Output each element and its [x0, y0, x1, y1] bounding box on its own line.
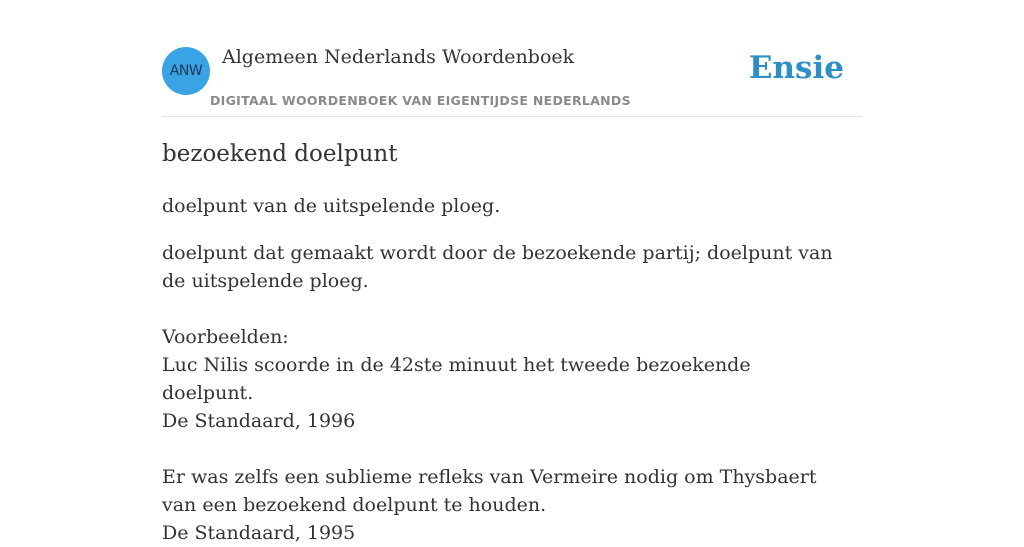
anw-logo[interactable] — [162, 47, 210, 95]
example-source: De Standaard, 1996 — [162, 410, 356, 432]
site-title[interactable]: Algemeen Nederlands Woordenboek — [222, 46, 575, 68]
spacer — [162, 295, 842, 323]
logo-text: ANW — [169, 63, 203, 79]
example-quote: Luc Nilis scoorde in de 42ste minuut het tweede bezoekende doelpunt. — [162, 354, 751, 404]
site-subtitle: DIGITAAL WOORDENBOEK VAN EIGENTIJDSE NEDERLANDS — [210, 93, 631, 108]
ensie-brand-logo[interactable]: Ensie — [748, 50, 844, 86]
entry-content — [162, 138, 842, 547]
entry-term: bezoekend doelpunt — [162, 141, 398, 167]
examples-heading: Voorbeelden: — [162, 326, 289, 348]
full-definition: doelpunt dat gemaakt wordt door de bezoekende partij; doelpunt van de uitspelende ploeg. — [162, 242, 833, 292]
spacer — [162, 435, 842, 463]
example-quote: Er was zelfs een sublieme refleks van Vermeire nodig om Thysbaert van een bezoekend doelpunt te houden. — [162, 466, 817, 516]
site-header — [162, 0, 862, 117]
short-definition: doelpunt van de uitspelende ploeg. — [162, 195, 501, 217]
example-source: De Standaard, 1995 — [162, 522, 356, 544]
